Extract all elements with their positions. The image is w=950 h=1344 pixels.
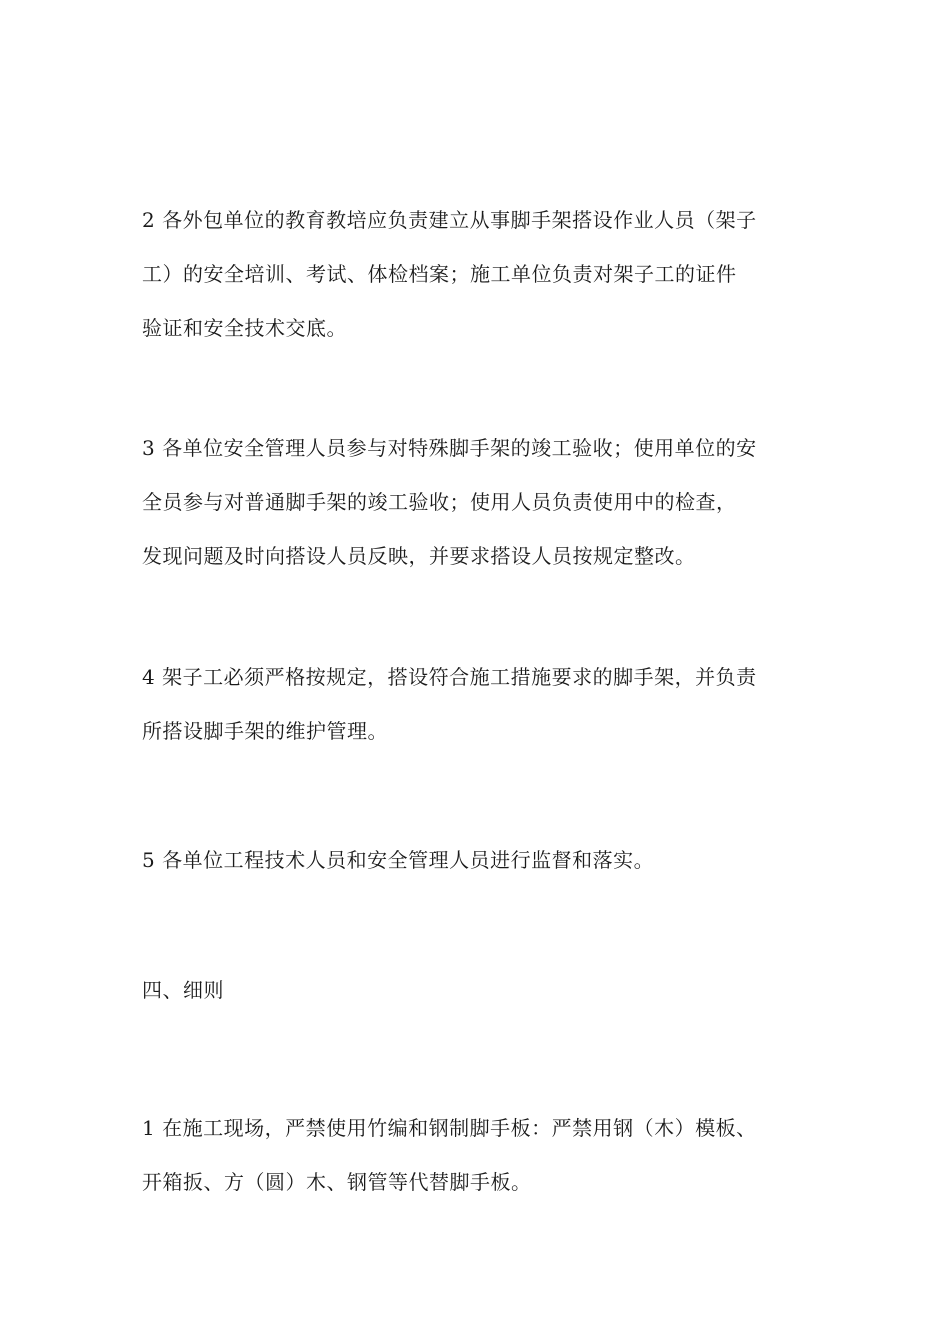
section-heading-details <box>142 963 812 1017</box>
text-line: 所搭设脚手架的维护管理。 <box>142 719 388 743</box>
paragraph-item-4 <box>142 650 812 758</box>
text-line: 工）的安全培训、考试、体检档案；施工单位负责对架子工的证件 <box>142 262 737 286</box>
text-line: 发现问题及时向搭设人员反映，并要求搭设人员按规定整改。 <box>142 544 696 568</box>
text-line: 3 各单位安全管理人员参与对特殊脚手架的竣工验收；使用单位的安 <box>142 436 757 460</box>
text-line: 4 架子工必须严格按规定，搭设符合施工措施要求的脚手架，并负责 <box>142 665 757 689</box>
paragraph-item-5 <box>142 833 812 887</box>
text-line: 1 在施工现场，严禁使用竹编和钢制脚手板：严禁用钢（木）模板、 <box>142 1116 757 1140</box>
text-line: 开箱扳、方（圆）木、钢管等代替脚手板。 <box>142 1170 532 1194</box>
paragraph-detail-1 <box>142 1101 812 1209</box>
paragraph-item-3 <box>142 421 812 583</box>
section-heading-text: 四、细则 <box>142 978 224 1002</box>
text-line: 全员参与对普通脚手架的竣工验收；使用人员负责使用中的检查， <box>142 490 737 514</box>
text-line: 5 各单位工程技术人员和安全管理人员进行监督和落实。 <box>142 848 655 872</box>
text-line: 2 各外包单位的教育教培应负责建立从事脚手架搭设作业人员（架子 <box>142 208 757 232</box>
paragraph-item-2 <box>142 193 812 355</box>
text-line: 验证和安全技术交底。 <box>142 316 347 340</box>
